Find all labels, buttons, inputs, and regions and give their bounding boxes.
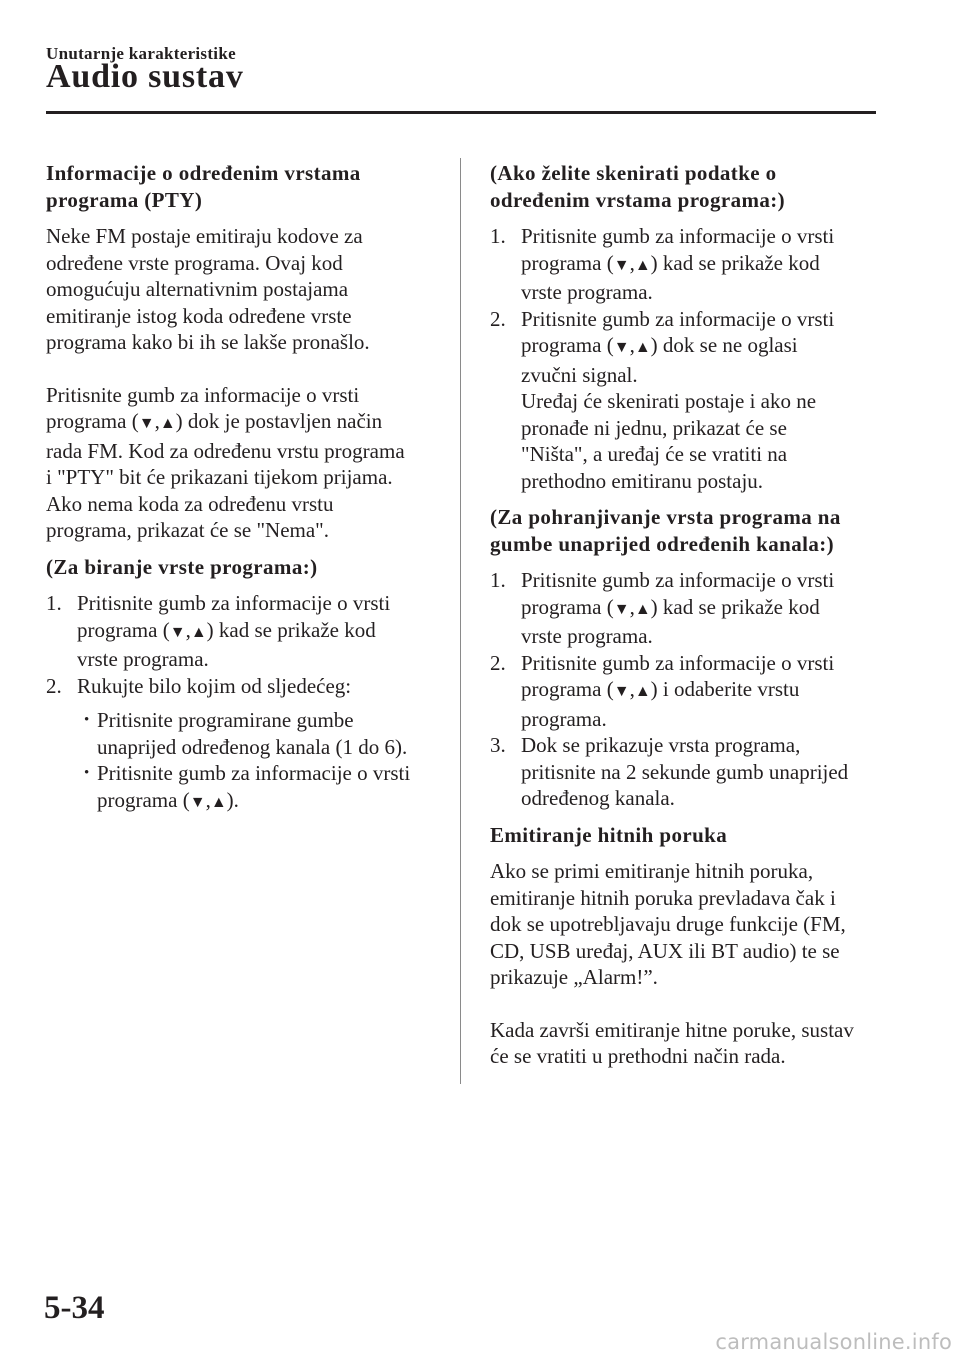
step-line-pre: programa ( (521, 677, 614, 701)
scan-heading-line2: određenim vrstama programa:) (490, 187, 786, 212)
store-heading-line1: (Za pohranjivanje vrsta programa na (490, 505, 841, 529)
step-line: zvučni signal. (521, 362, 638, 387)
step-number: 1. (46, 591, 62, 615)
step-line-pre: programa ( (521, 594, 614, 619)
p2-line-post: ) dok je postavljen način (175, 409, 383, 433)
list-item (490, 567, 890, 650)
step-line: pritisnite na 2 sekunde gumb unaprijed (521, 759, 849, 784)
step-line: određenog kanala. (521, 786, 675, 810)
step2-options (77, 707, 446, 816)
list-item (490, 732, 890, 812)
p2-line: Ako nema koda za određenu vrstu (46, 491, 334, 516)
down-arrow-icon: ▼ (613, 600, 630, 618)
step-line: Pritisnite gumb za informacije o vrsti (77, 591, 391, 615)
up-arrow-icon: ▲ (634, 256, 651, 274)
select-steps (46, 590, 446, 816)
step-line: Pritisnite gumb za informacije o vrsti (521, 224, 835, 248)
down-arrow-icon: ▼ (613, 683, 630, 700)
scan-steps (490, 223, 890, 494)
step-line: Pritisnite gumb za informacije o vrsti (521, 568, 835, 592)
p2-line: i "PTY" bit će prikazani tijekom prijama. (46, 465, 393, 489)
step-line-post: ) kad se prikaže kod (206, 617, 376, 642)
list-item (490, 306, 890, 495)
emergency-paragraph-1 (490, 858, 890, 991)
step-line-pre: programa ( (77, 617, 170, 642)
intro-line: programa kako bi ih se lakše pronašlo. (46, 330, 370, 354)
bullet-icon: • (84, 765, 90, 781)
down-arrow-icon: ▼ (138, 415, 155, 432)
bullet-line: unaprijed određenog kanala (1 do 6). (97, 734, 408, 759)
up-arrow-icon: ▲ (210, 793, 227, 811)
emergency-line: emitiranje hitnih poruka prevladava čak i (490, 885, 836, 910)
section-kicker: Unutarnje karakteristike (46, 44, 236, 63)
list-item (490, 650, 890, 733)
down-arrow-icon: ▼ (189, 793, 206, 811)
bullet-line: Pritisnite gumb za informacije o vrsti (97, 761, 411, 785)
bullet-line-pre: programa ( (97, 787, 190, 812)
comma: , (185, 617, 191, 642)
step-line: vrste programa. (77, 647, 209, 671)
bullet-icon: • (84, 712, 90, 728)
column-divider (460, 158, 461, 1084)
down-arrow-icon: ▼ (169, 623, 186, 641)
up-arrow-icon: ▲ (634, 683, 651, 700)
comma: , (205, 787, 211, 812)
step-line-post: ) kad se prikaže kod (650, 250, 820, 275)
list-item (77, 707, 446, 760)
left-column (46, 160, 446, 826)
store-heading-line2: gumbe unaprijed određenih kanala:) (490, 531, 835, 556)
list-item (46, 590, 446, 673)
comma: , (629, 677, 635, 701)
up-arrow-icon: ▲ (634, 600, 651, 618)
down-arrow-icon: ▼ (613, 256, 630, 274)
comma: , (154, 409, 160, 433)
pty-intro-paragraph (46, 223, 446, 356)
intro-line: omogućuju alternativnim postajama (46, 277, 349, 301)
up-arrow-icon: ▲ (634, 339, 651, 356)
emergency-line: Ako se primi emitiranje hitnih poruka, (490, 859, 814, 883)
pty-heading-line2: programa (PTY) (46, 187, 203, 212)
pty-display-paragraph (46, 382, 446, 544)
step-line: Pritisnite gumb za informacije o vrsti (521, 306, 835, 331)
store-steps (490, 567, 890, 812)
p2-line: Pritisnite gumb za informacije o vrsti (46, 382, 360, 407)
step-number: 3. (490, 733, 506, 757)
emergency-paragraph-2 (490, 1017, 890, 1070)
right-column (490, 160, 890, 1080)
emergency-line: dok se upotrebljavaju druge funkcije (FM, (490, 912, 846, 936)
scan-heading-line1: (Ako želite skenirati podatke o (490, 161, 777, 185)
step-number: 2. (490, 306, 506, 331)
step-line: prethodno emitiranu postaju. (521, 468, 764, 493)
scan-heading (490, 160, 890, 213)
emergency-line: Kada završi emitiranje hitne poruke, sustav (490, 1017, 854, 1042)
list-item (46, 673, 446, 817)
comma: , (629, 594, 635, 619)
comma: , (629, 250, 635, 275)
comma: , (629, 333, 635, 357)
emergency-heading: Emitiranje hitnih poruka (490, 822, 728, 847)
step-number: 2. (46, 673, 62, 698)
p2-line: programa, prikazat će se "Nema". (46, 518, 330, 542)
down-arrow-icon: ▼ (613, 339, 630, 356)
step-line: pronađe ni jednu, prikazat će se (521, 415, 787, 440)
up-arrow-icon: ▲ (190, 623, 207, 641)
step-line-post: ) i odaberite vrstu (650, 677, 800, 701)
step-line: "Ništa", a uređaj će se vratiti na (521, 442, 788, 466)
step-line: programa. (521, 706, 607, 731)
step-line-pre: programa ( (521, 333, 614, 357)
p2-line-pre: programa ( (46, 409, 139, 433)
step-line-post: ) dok se ne oglasi (650, 333, 798, 357)
step-number: 2. (490, 650, 506, 675)
step-line: vrste programa. (521, 624, 653, 648)
step-line: Uređaj će skenirati postaje i ako ne (521, 389, 817, 413)
step-line-pre: programa ( (521, 250, 614, 275)
bullet-line-post: ). (226, 787, 239, 812)
step-line: Dok se prikazuje vrsta programa, (521, 733, 801, 757)
step-line: Pritisnite gumb za informacije o vrsti (521, 650, 835, 675)
step-line-post: ) kad se prikaže kod (650, 594, 820, 619)
intro-line: određene vrste programa. Ovaj kod (46, 250, 343, 275)
step-number: 1. (490, 568, 506, 592)
select-heading: (Za biranje vrste programa:) (46, 554, 318, 579)
emergency-line: će se vratiti u prethodni način rada. (490, 1044, 786, 1068)
page-number: 5-34 (44, 1290, 105, 1326)
step-line: vrste programa. (521, 280, 653, 304)
watermark: carmanualsonline.info (715, 1330, 952, 1354)
list-item (77, 760, 446, 816)
emergency-line: prikazuje „Alarm!”. (490, 965, 658, 989)
step-line: Rukujte bilo kojim od sljedećeg: (77, 673, 352, 698)
emergency-line: CD, USB uređaj, AUX ili BT audio) te se (490, 938, 840, 963)
step-number: 1. (490, 224, 506, 248)
pty-heading-line1: Informacije o određenim vrstama (46, 161, 361, 185)
bullet-line: Pritisnite programirane gumbe (97, 708, 354, 732)
intro-line: Neke FM postaje emitiraju kodove za (46, 224, 363, 248)
p2-line: rada FM. Kod za određenu vrstu programa (46, 438, 405, 463)
list-item (490, 223, 890, 306)
page-title: Audio sustav (46, 58, 244, 95)
up-arrow-icon: ▲ (159, 415, 176, 432)
title-rule (46, 111, 876, 114)
pty-heading (46, 160, 446, 213)
store-heading (490, 504, 890, 557)
intro-line: emitiranje istog koda određene vrste (46, 303, 352, 328)
